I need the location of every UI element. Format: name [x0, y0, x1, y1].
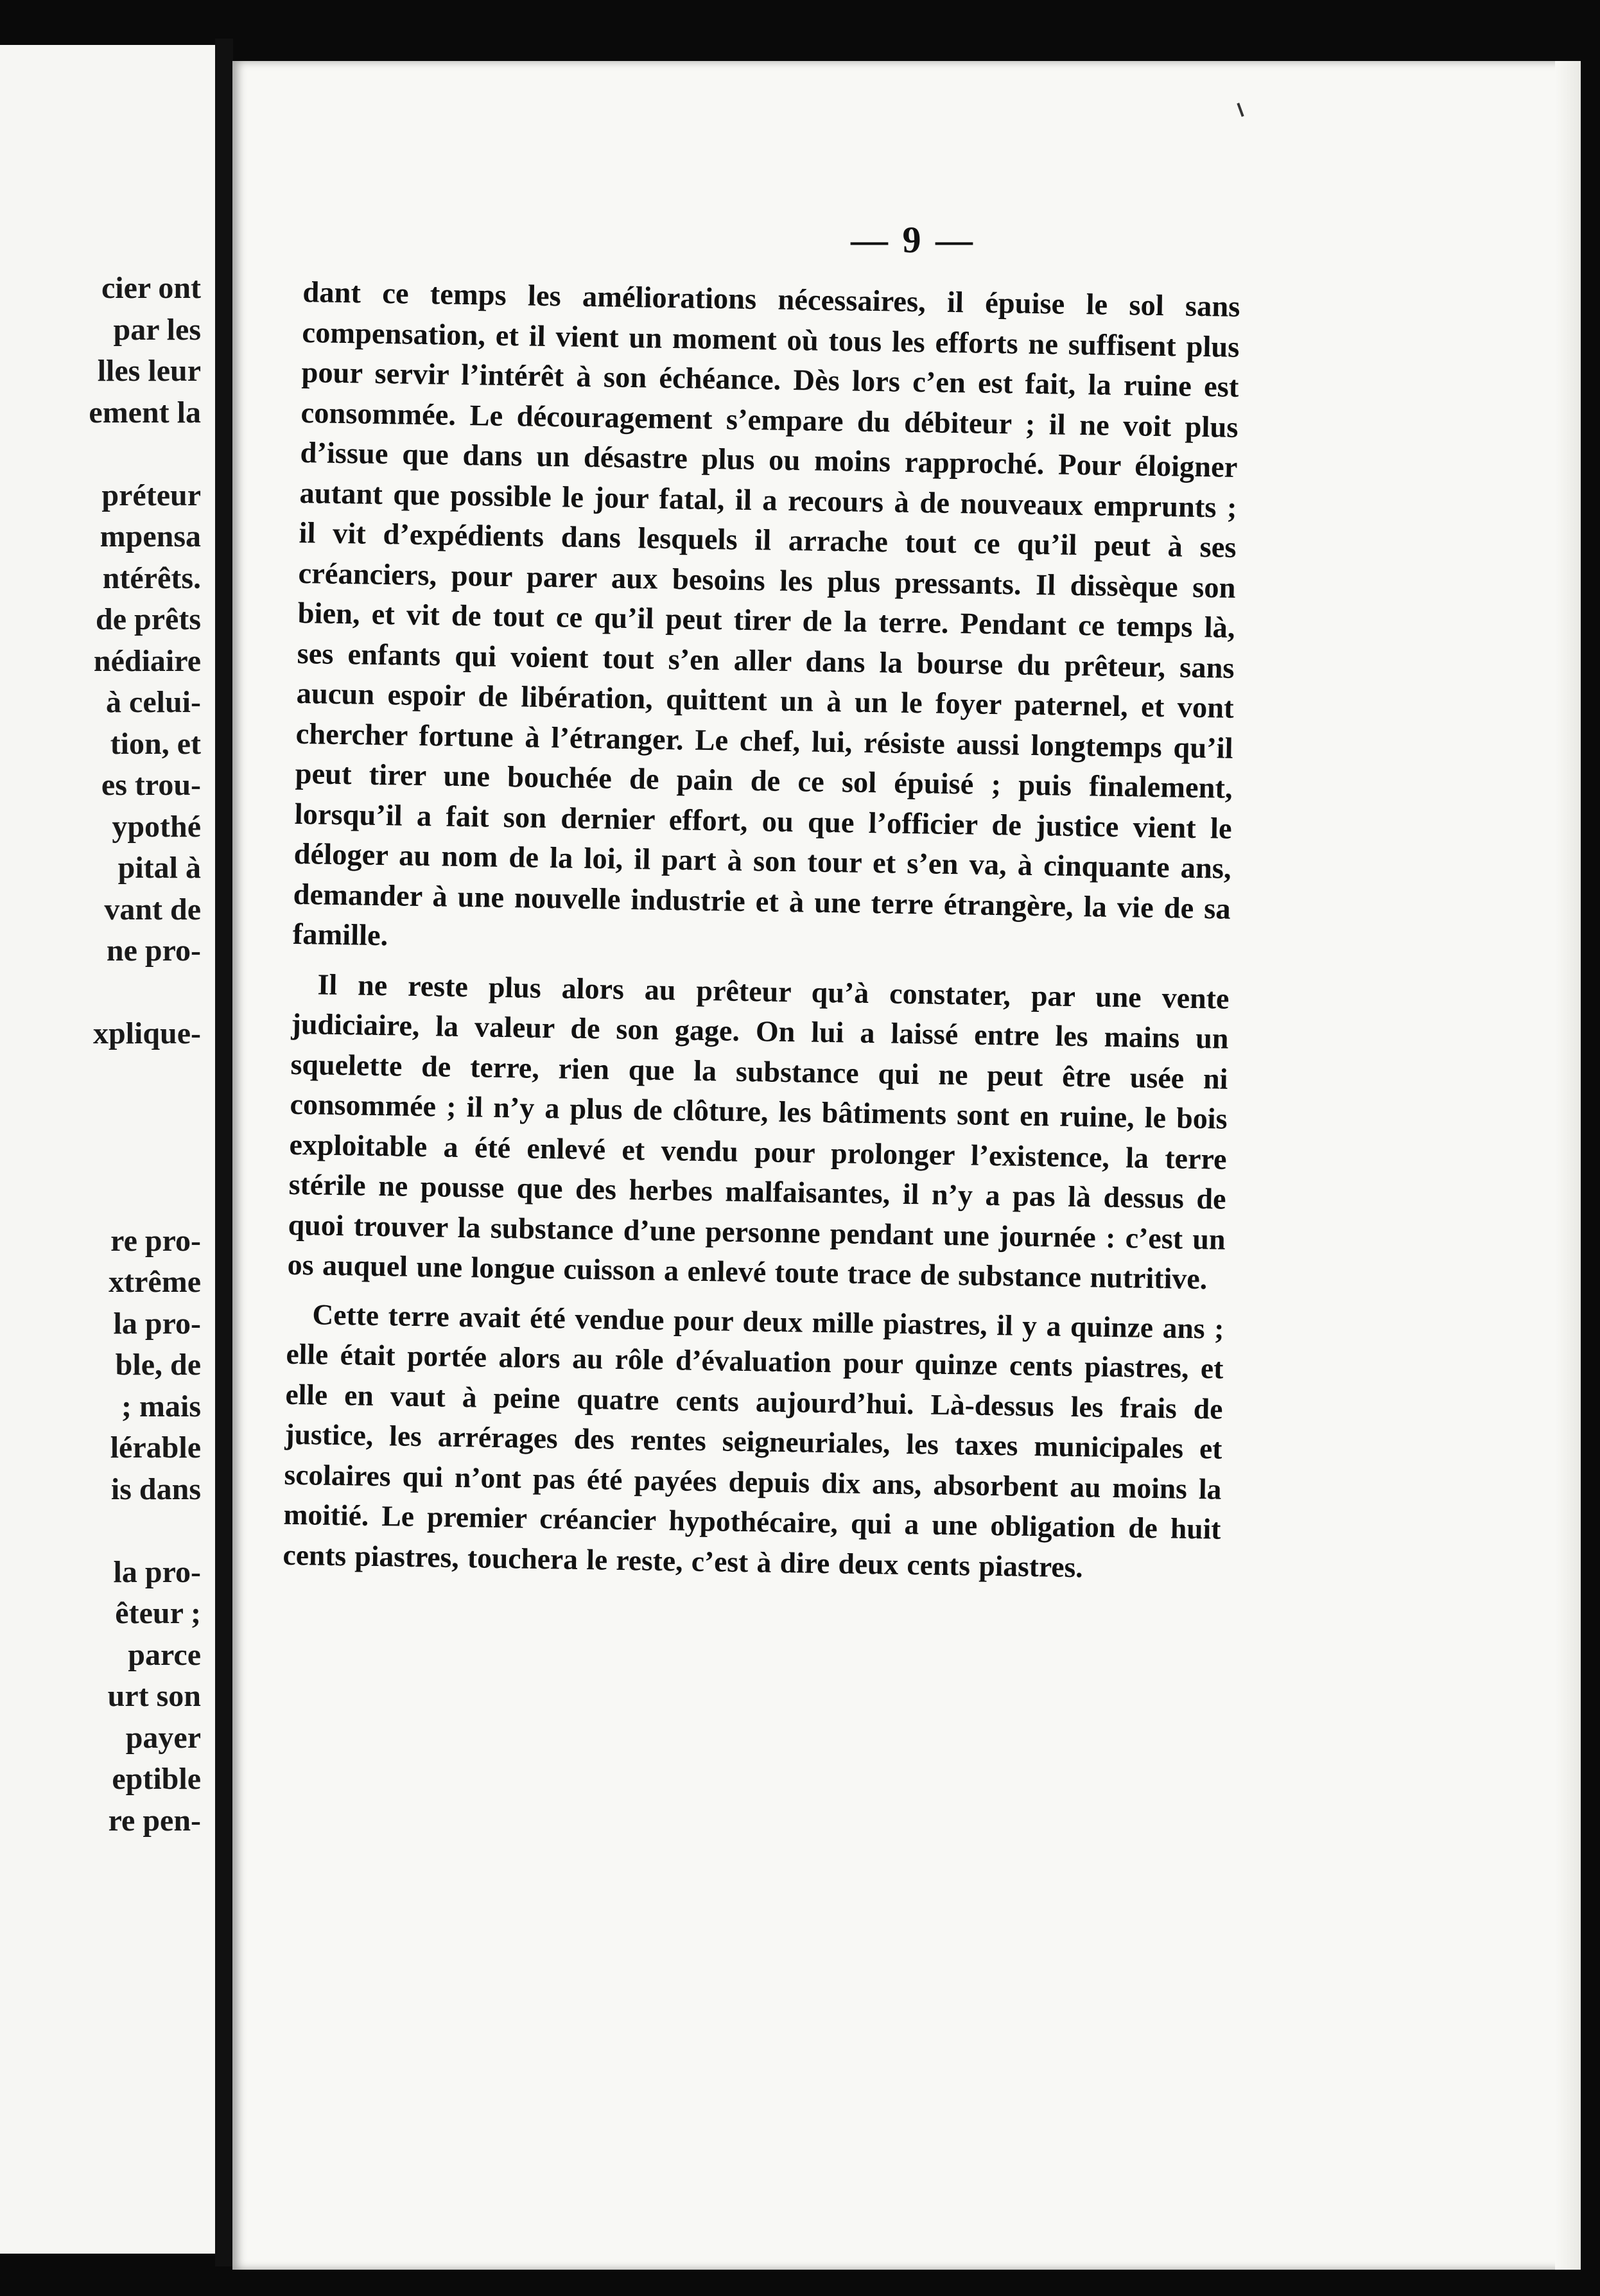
left-page-line: eptible — [112, 1762, 201, 1796]
left-page-line: vant de — [104, 892, 201, 926]
left-page-line: êteur ; — [115, 1596, 201, 1630]
left-page-line: la pro- — [113, 1554, 201, 1589]
paragraph-1: dant ce temps les améliorations nécessaires, il épuise le sol sans compensation, et il vient un moment où tous les efforts ne suffisent plus pour servir l’intérêt à son échéance. Dès lors c’en est fait, la ruine est consommée. Le découragement s’empare du débiteur ; il ne voit plus d’issue que dans un désastre plus ou moins rapproché. Pour éloigner autant que possible le jour fatal, il a recours à de nouveaux emprunts ; il vit d’expédients dans lesquels il arrache tout ce qu’il peut à ses créanciers, pour parer aux besoins les plus pressants. Il dissèque son bien, et vit de tout ce qu’il peut tirer de la terre. Pendant ce temps là, ses enfants qui voient tout s’en aller dans la bourse du prêteur, sans aucun espoir de libération, quittent un à un le foyer paternel, et vont chercher fortune à l’étranger. Le chef, lui, résiste aussi longtemps qu’il peut tirer une bouchée de pain de ce sol épuisé ; puis finalement, lorsqu’il a fait son dernier effort, ou que l’officier de justice vient le déloger au nom de la loi, il part à son tour et s’en va, à cinquante ans, demander à une nouvelle industrie et à une terre étrangère, la vie de sa famille. — [292, 275, 1240, 953]
left-page-line: ne pro- — [106, 934, 201, 968]
left-page-line: tion, et — [110, 726, 201, 761]
left-page-line: ; mais — [121, 1389, 201, 1423]
left-page-line: es trou- — [101, 768, 201, 802]
left-page-line: nédiaire — [93, 643, 201, 678]
left-page-fragment — [0, 45, 215, 2254]
paragraph-2: Il ne reste plus alors au prêteur qu’à constater, par une vente judiciaire, la valeur de son gage. On lui a laissé entre les mains un squelette de terre, rien que la substance qui ne peut être usée ni consommée ; il n’y a plus de clôture, les bâtiments sont en ruine, le bois exploitable a été enlevé et vendu pour prolonger l’existence, la terre stérile ne pousse que des herbes malfaisantes, il n’y a pas là dessus de quoi trouver la substance d’une personne pendant une journée : c’est un os auquel une longue cuisson a enlevé toute trace de substance nutritive. — [287, 967, 1230, 1296]
page-edge-shadow — [1555, 61, 1581, 2270]
left-page-line: is dans — [110, 1472, 201, 1506]
left-page-line: ble, de — [115, 1348, 201, 1382]
right-page — [232, 61, 1581, 2270]
left-page-line: préteur — [101, 478, 201, 512]
left-page-line: cier ont — [101, 271, 201, 305]
left-page-line: ypothé — [112, 809, 201, 844]
left-page-line: xtrême — [109, 1265, 201, 1299]
left-page-line: re pro- — [110, 1223, 201, 1258]
left-page-line: pital à — [117, 851, 201, 885]
left-page-line: urt son — [107, 1679, 201, 1713]
paragraph-3: Cette terre avait été vendue pour deux mille piastres, il y a quinze ans ; elle était portée alors au rôle d’évaluation pour quinze cents piastres, et elle en vaut à peine quatre cents aujourd’hui. Là-dessus les frais de justice, les arrérages des rentes seigneuriales, les taxes municipales et scolaires qui n’ont pas été payées depuis dix ans, absorbent au moins la moitié. Le premier créancier hypothécaire, qui a une obligation de huit cents piastres, touchera le reste, c’est à dire deux cents piastres. — [283, 1297, 1224, 1583]
left-page-line: ntérêts. — [102, 561, 201, 595]
left-page-line: la pro- — [113, 1306, 201, 1341]
left-page-line: de prêts — [96, 602, 201, 636]
left-page-line: à celui- — [106, 685, 201, 719]
left-page-line: par les — [113, 312, 201, 347]
page-number: — 9 — — [851, 219, 975, 261]
book-gutter — [215, 39, 233, 2266]
left-page-line: mpensa — [100, 519, 201, 553]
left-page-line: lérable — [110, 1431, 201, 1465]
left-page-line: xplique- — [92, 1016, 201, 1050]
left-page-line: parce — [128, 1637, 201, 1672]
left-page-line: re pen- — [108, 1803, 201, 1838]
left-page-line: lles leur — [97, 354, 201, 388]
left-page-line: ement la — [89, 395, 201, 430]
page-body — [283, 273, 1240, 1599]
left-page-line: payer — [125, 1720, 201, 1755]
